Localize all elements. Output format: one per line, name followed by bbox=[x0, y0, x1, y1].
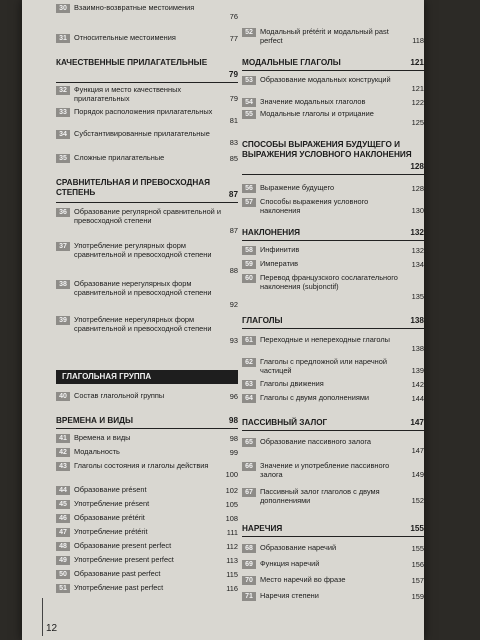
entry-title: Сложные прилагательные bbox=[74, 153, 165, 162]
entry-page: 156 bbox=[411, 560, 424, 570]
entry-number: 54 bbox=[242, 98, 256, 107]
entry-title: Императив bbox=[260, 259, 299, 268]
entry-title: Значение модальных глаголов bbox=[260, 97, 366, 106]
entry-page: 159 bbox=[411, 592, 424, 602]
section-title: ВРЕМЕНА И ВИДЫ bbox=[56, 416, 134, 425]
entry-number: 70 bbox=[242, 576, 256, 585]
entry-title: Место наречий во фразе bbox=[260, 575, 346, 584]
toc-entry bbox=[56, 462, 238, 480]
entry-number: 69 bbox=[242, 560, 256, 569]
entry-number: 58 bbox=[242, 246, 256, 255]
entry-page: 149 bbox=[411, 470, 424, 480]
toc-entry bbox=[56, 528, 238, 538]
entry-page: 115 bbox=[226, 570, 238, 580]
entry-title: Переходные и непереходные глаголы bbox=[260, 335, 390, 344]
entry-number: 38 bbox=[56, 280, 70, 289]
toc-entry bbox=[242, 110, 424, 128]
section-title: СПОСОБЫ ВЫРАЖЕНИЯ БУДУЩЕГО И ВЫРАЖЕНИЯ УСЛОВНОГО НАКЛОНЕНИЯ bbox=[242, 140, 412, 159]
entry-title: Образование нерегулярных форм сравнительной и превосходной степени bbox=[74, 279, 212, 297]
toc-entry bbox=[56, 280, 238, 310]
entry-page: 85 bbox=[229, 154, 238, 164]
entry-page: 147 bbox=[411, 446, 424, 456]
toc-entry bbox=[242, 98, 424, 108]
toc-entry bbox=[242, 246, 424, 256]
entry-page: 77 bbox=[229, 34, 238, 44]
entry-page: 125 bbox=[411, 118, 424, 128]
entry-title: Состав глагольной группы bbox=[74, 391, 165, 400]
entry-title: Пассивный залог глаголов с двумя дополнениями bbox=[260, 487, 380, 505]
entry-title: Функция и место качественных прилагательных bbox=[74, 85, 182, 103]
entry-number: 59 bbox=[242, 260, 256, 269]
toc-entry bbox=[56, 154, 238, 164]
entry-page: 87 bbox=[229, 226, 238, 236]
entry-number: 41 bbox=[56, 434, 70, 443]
entry-number: 51 bbox=[56, 584, 70, 593]
entry-number: 37 bbox=[56, 242, 70, 251]
toc-entry bbox=[56, 500, 238, 510]
entry-title: Употребление present perfect bbox=[74, 555, 174, 564]
entry-title: Употребление нерегулярных форм сравнительной и превосходной степени bbox=[74, 315, 212, 333]
entry-title: Употребление prétérit bbox=[74, 527, 148, 536]
toc-entry bbox=[242, 592, 424, 602]
toc-entry bbox=[242, 544, 424, 554]
section-page: 155 bbox=[410, 524, 424, 533]
entry-title: Употребление регулярных форм сравнительной и превосходной степени bbox=[74, 241, 212, 259]
entry-number: 56 bbox=[242, 184, 256, 193]
entry-page: 111 bbox=[226, 528, 238, 538]
toc-entry bbox=[56, 514, 238, 524]
page-number: 12 bbox=[46, 623, 58, 634]
toc-entry bbox=[56, 434, 238, 444]
section-page: 79 bbox=[228, 70, 238, 79]
entry-number: 46 bbox=[56, 514, 70, 523]
entry-number: 53 bbox=[242, 76, 256, 85]
entry-page: 139 bbox=[411, 366, 424, 376]
entry-title: Образование наречий bbox=[260, 543, 337, 552]
entry-page: 135 bbox=[411, 292, 424, 302]
entry-number: 71 bbox=[242, 592, 256, 601]
book-page bbox=[22, 0, 424, 640]
entry-title: Образование модальных конструкций bbox=[260, 75, 391, 84]
entry-title: Функция наречий bbox=[260, 559, 320, 568]
entry-page: 92 bbox=[229, 300, 238, 310]
group-banner: ГЛАГОЛЬНАЯ ГРУППА bbox=[56, 370, 238, 384]
entry-number: 67 bbox=[242, 488, 256, 497]
section-heading bbox=[242, 316, 424, 329]
entry-page: 83 bbox=[229, 138, 238, 148]
entry-number: 62 bbox=[242, 358, 256, 367]
entry-title: Глаголы состояния и глаголы действия bbox=[74, 461, 209, 470]
entry-number: 40 bbox=[56, 392, 70, 401]
section-heading bbox=[242, 140, 424, 175]
entry-number: 50 bbox=[56, 570, 70, 579]
entry-title: Относительные местоимения bbox=[74, 33, 176, 42]
entry-number: 52 bbox=[242, 28, 256, 37]
entry-title: Образование пассивного залога bbox=[260, 437, 371, 446]
entry-number: 44 bbox=[56, 486, 70, 495]
section-page: 132 bbox=[410, 228, 424, 237]
section-heading bbox=[242, 58, 424, 71]
entry-title: Глаголы движения bbox=[260, 379, 324, 388]
entry-page: 81 bbox=[229, 116, 238, 126]
entry-number: 64 bbox=[242, 394, 256, 403]
entry-title: Взаимно-возвратные местоимения bbox=[74, 3, 195, 12]
entry-title: Порядок расположения прилагательных bbox=[74, 107, 213, 116]
toc-entry bbox=[56, 130, 238, 148]
entry-number: 36 bbox=[56, 208, 70, 217]
entry-number: 39 bbox=[56, 316, 70, 325]
entry-page: 79 bbox=[229, 94, 238, 104]
section-title: МОДАЛЬНЫЕ ГЛАГОЛЫ bbox=[242, 58, 341, 67]
entry-number: 47 bbox=[56, 528, 70, 537]
entry-title: Значение и употребление пассивного залога bbox=[260, 461, 390, 479]
toc-entry bbox=[56, 208, 238, 236]
entry-title: Инфинитив bbox=[260, 245, 300, 254]
section-page: 98 bbox=[228, 416, 238, 425]
entry-page: 122 bbox=[411, 98, 424, 108]
section-page: 121 bbox=[410, 58, 424, 67]
entry-title: Субстантивированные прилагательные bbox=[74, 129, 210, 138]
entry-title: Выражение будущего bbox=[260, 183, 335, 192]
toc-entry bbox=[56, 242, 238, 276]
entry-number: 61 bbox=[242, 336, 256, 345]
entry-number: 42 bbox=[56, 448, 70, 457]
entry-page: 112 bbox=[226, 542, 238, 552]
entry-title: Образование présent bbox=[74, 485, 147, 494]
entry-number: 30 bbox=[56, 4, 70, 13]
section-page: 87 bbox=[228, 190, 238, 199]
toc-entry bbox=[56, 584, 238, 594]
entry-number: 49 bbox=[56, 556, 70, 565]
entry-number: 32 bbox=[56, 86, 70, 95]
entry-page: 138 bbox=[411, 344, 424, 354]
entry-page: 76 bbox=[229, 12, 238, 22]
toc-entry bbox=[242, 462, 424, 480]
entry-number: 33 bbox=[56, 108, 70, 117]
toc-entry bbox=[242, 358, 424, 376]
entry-page: 155 bbox=[411, 544, 424, 554]
section-heading bbox=[56, 416, 238, 429]
toc-entry bbox=[242, 28, 424, 46]
toc-entry bbox=[56, 86, 238, 104]
section-page: 147 bbox=[410, 418, 424, 427]
entry-title: Модальность bbox=[74, 447, 120, 456]
toc-entry bbox=[242, 394, 424, 404]
toc-entry bbox=[242, 438, 424, 456]
page-number-rule bbox=[42, 598, 43, 636]
toc-entry bbox=[56, 448, 238, 458]
entry-page: 157 bbox=[411, 576, 424, 586]
toc-entry bbox=[242, 260, 424, 270]
entry-title: Образование регулярной сравнительной и превосходной степени bbox=[74, 207, 221, 225]
entry-title: Времена и виды bbox=[74, 433, 131, 442]
entry-number: 65 bbox=[242, 438, 256, 447]
toc-entry bbox=[242, 576, 424, 586]
entry-page: 130 bbox=[411, 206, 424, 216]
entry-title: Наречия степени bbox=[260, 591, 319, 600]
section-title: НАРЕЧИЯ bbox=[242, 524, 283, 533]
toc-entry bbox=[242, 336, 424, 354]
section-page: 128 bbox=[410, 162, 424, 171]
section-heading bbox=[56, 58, 238, 83]
toc-entry bbox=[242, 76, 424, 94]
entry-title: Глаголы с предложной или наречной частицей bbox=[260, 357, 387, 375]
entry-page: 113 bbox=[226, 556, 238, 566]
entry-number: 48 bbox=[56, 542, 70, 551]
entry-page: 118 bbox=[412, 36, 424, 46]
entry-page: 99 bbox=[229, 448, 238, 458]
entry-page: 105 bbox=[225, 500, 238, 510]
toc-entry bbox=[56, 34, 238, 44]
toc-entry bbox=[242, 274, 424, 302]
entry-number: 57 bbox=[242, 198, 256, 207]
entry-title: Употребление past perfect bbox=[74, 583, 164, 592]
section-title: ПАССИВНЫЙ ЗАЛОГ bbox=[242, 418, 328, 427]
entry-title: Модальный prétérit и модальный past perfect bbox=[260, 27, 389, 45]
section-heading bbox=[242, 524, 424, 537]
entry-title: Глаголы с двумя дополнениями bbox=[260, 393, 370, 402]
toc-entry bbox=[242, 560, 424, 570]
entry-page: 144 bbox=[411, 394, 424, 404]
entry-number: 60 bbox=[242, 274, 256, 283]
toc-entry bbox=[242, 198, 424, 216]
toc-entry bbox=[242, 488, 424, 506]
entry-number: 45 bbox=[56, 500, 70, 509]
section-page: 138 bbox=[410, 316, 424, 325]
entry-page: 132 bbox=[411, 246, 424, 256]
entry-page: 88 bbox=[229, 266, 238, 276]
entry-title: Употребление présent bbox=[74, 499, 150, 508]
toc-entry bbox=[56, 316, 238, 346]
toc-entry bbox=[242, 184, 424, 194]
section-title: КАЧЕСТВЕННЫЕ ПРИЛАГАТЕЛЬНЫЕ bbox=[56, 58, 208, 67]
section-title: СРАВНИТЕЛЬНАЯ И ПРЕВОСХОДНАЯ СТЕПЕНЬ bbox=[56, 178, 211, 197]
entry-title: Модальные глаголы и отрицание bbox=[260, 109, 374, 118]
section-heading bbox=[242, 418, 424, 431]
section-heading bbox=[242, 228, 424, 241]
entry-number: 68 bbox=[242, 544, 256, 553]
entry-title: Способы выражения условного наклонения bbox=[260, 197, 369, 215]
entry-page: 128 bbox=[411, 184, 424, 194]
toc-entry bbox=[56, 570, 238, 580]
entry-page: 100 bbox=[225, 470, 238, 480]
toc-entry bbox=[56, 542, 238, 552]
toc-entry bbox=[56, 108, 238, 126]
entry-number: 35 bbox=[56, 154, 70, 163]
entry-title: Перевод французского сослагательного наклонения (subjonctif) bbox=[260, 273, 398, 291]
toc-entry bbox=[56, 486, 238, 496]
entry-page: 134 bbox=[411, 260, 424, 270]
entry-title: Образование past perfect bbox=[74, 569, 161, 578]
entry-page: 102 bbox=[225, 486, 238, 496]
toc-entry bbox=[242, 380, 424, 390]
entry-page: 98 bbox=[229, 434, 238, 444]
entry-number: 55 bbox=[242, 110, 256, 119]
entry-title: Образование prétérit bbox=[74, 513, 145, 522]
entry-page: 121 bbox=[411, 84, 424, 94]
entry-number: 34 bbox=[56, 130, 70, 139]
toc-entry bbox=[56, 392, 238, 402]
entry-number: 63 bbox=[242, 380, 256, 389]
section-title: НАКЛОНЕНИЯ bbox=[242, 228, 300, 237]
entry-page: 93 bbox=[229, 336, 238, 346]
toc-entry bbox=[56, 4, 238, 22]
entry-page: 96 bbox=[229, 392, 238, 402]
toc-entry bbox=[56, 556, 238, 566]
entry-number: 31 bbox=[56, 34, 70, 43]
section-title: ГЛАГОЛЫ bbox=[242, 316, 283, 325]
entry-number: 43 bbox=[56, 462, 70, 471]
entry-page: 152 bbox=[411, 496, 424, 506]
entry-page: 142 bbox=[411, 380, 424, 390]
entry-page: 108 bbox=[225, 514, 238, 524]
entry-number: 66 bbox=[242, 462, 256, 471]
entry-title: Образование present perfect bbox=[74, 541, 172, 550]
section-heading bbox=[56, 178, 238, 203]
entry-page: 116 bbox=[226, 584, 238, 594]
